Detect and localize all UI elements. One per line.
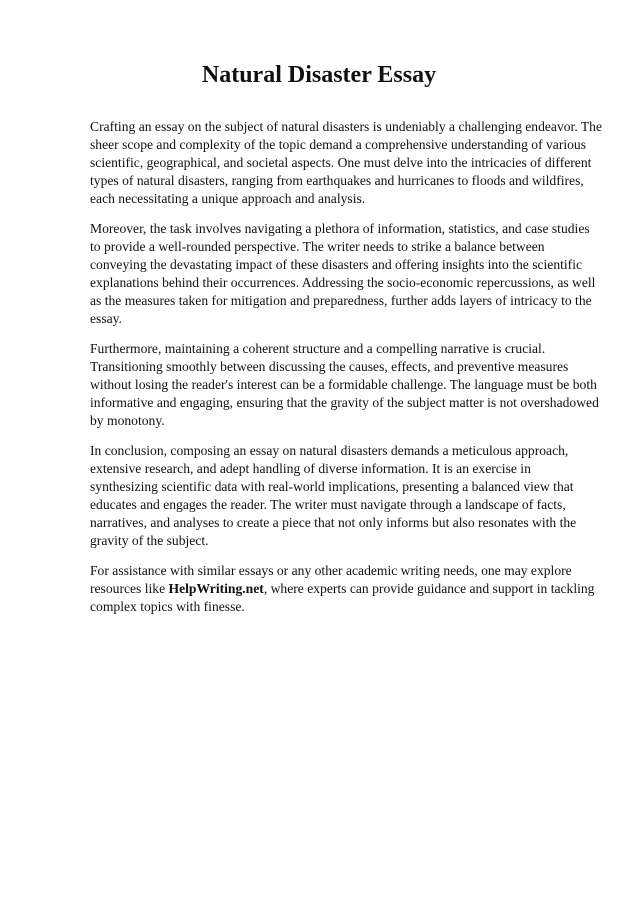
document-body xyxy=(90,118,602,628)
closing-text-after-link: , where experts can provide guidance and support in tackling complex topics with finesse. xyxy=(90,581,595,614)
helpwriting-link[interactable]: HelpWriting.net xyxy=(168,581,264,596)
paragraph-2: Moreover, the task involves navigating a plethora of information, statistics, and case studies to provide a well-rounded perspective. The writer needs to strike a balance between conveying the devastating impact of these disasters and offering insights into the scientific explanations behind their occurrences. Addressing the socio-economic repercussions, as well as the measures taken for mitigation and preparedness, further adds layers of intricacy to the essay. xyxy=(90,221,596,326)
closing-text-before-link: For assistance with similar essays or any other academic writing needs, one may explore resources like xyxy=(90,563,572,596)
paragraph-4: In conclusion, composing an essay on natural disasters demands a meticulous approach, extensive research, and adept handling of diverse information. It is an exercise in synthesizing scientific data with real-world implications, presenting a balanced view that educates and engages the reader. The writer must navigate through a landscape of facts, narratives, and analyses to create a piece that not only informs but also resonates with the gravity of the subject. xyxy=(90,443,577,548)
closing-paragraph xyxy=(90,562,602,616)
paragraph-3: Furthermore, maintaining a coherent structure and a compelling narrative is crucial. Transitioning smoothly between discussing the causes, effects, and preventive measures without losing the reader's interest can be a formidable challenge. The language must be both informative and engaging, ensuring that the gravity of the subject matter is not overshadowed by monotony. xyxy=(90,341,599,428)
document-title: Natural Disaster Essay xyxy=(201,62,437,88)
paragraph-1: Crafting an essay on the subject of natural disasters is undeniably a challenging endeavor. The sheer scope and complexity of the topic demand a comprehensive understanding of various scientific, geographical, and societal aspects. One must delve into the intricacies of different types of natural disasters, ranging from earthquakes and hurricanes to floods and wildfires, each necessitating a unique approach and analysis. xyxy=(90,119,603,206)
